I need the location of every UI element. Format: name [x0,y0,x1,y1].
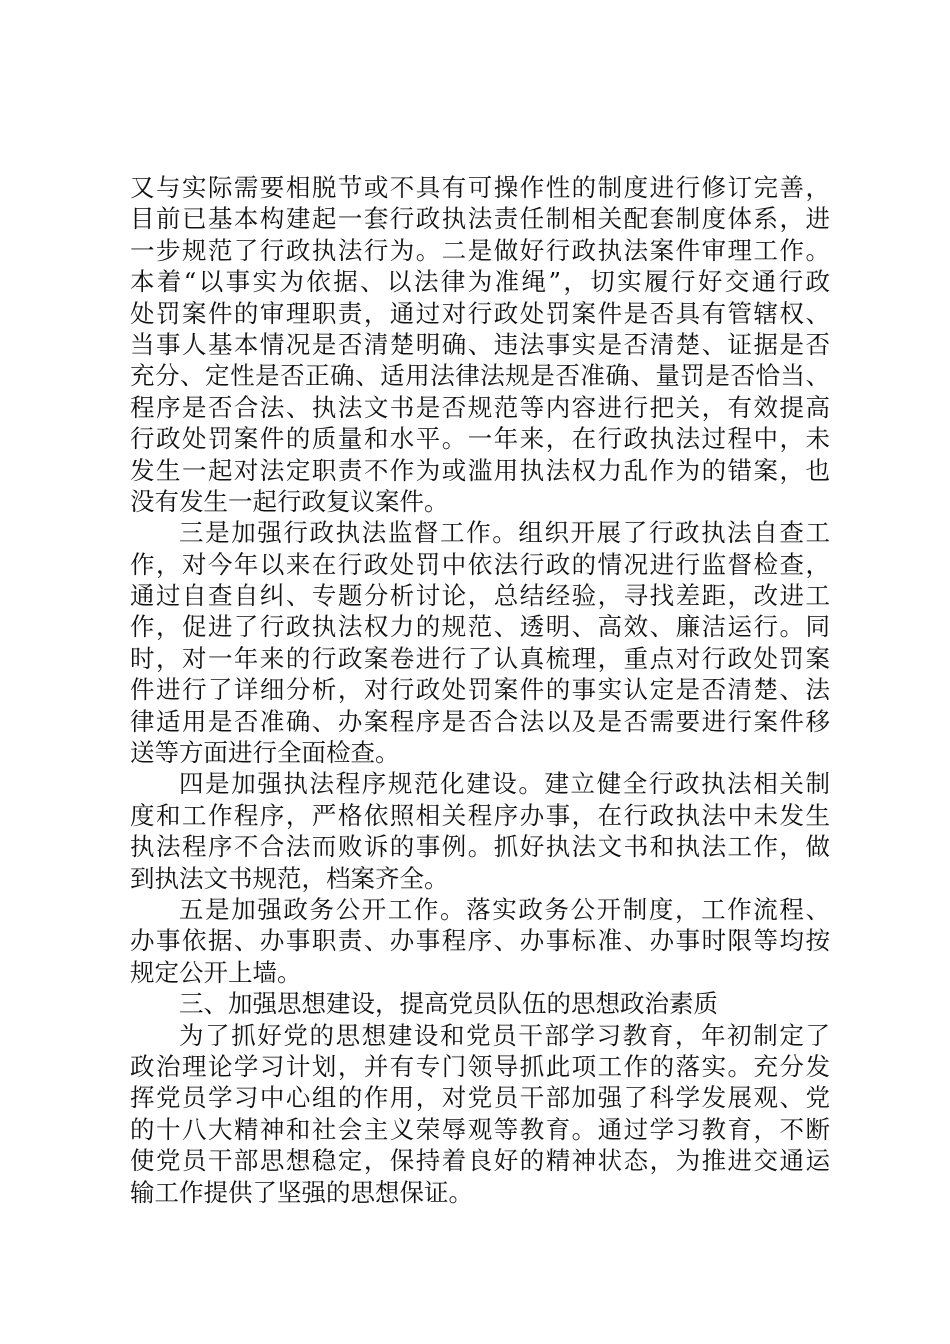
text-line: 通过自查自纠、专题分析讨论，总结经验，寻找差距，改进工 [130,581,830,611]
text-line: 本着“以事实为依据、以法律为准绳”，切实履行好交通行政 [130,267,830,297]
paragraph-start: 四是加强执法程序规范化建设。建立健全行政执法相关制 [179,769,830,799]
text-line: 律适用是否准确、办案程序是否合法以及是否需要进行案件移 [130,706,830,736]
text-line: 办事依据、办事职责、办事程序、办事标准、办事时限等均按 [130,926,830,956]
paragraph-start: 三是加强行政执法监督工作。组织开展了行政执法自查工 [179,518,830,548]
section-heading: 三、加强思想建设，提高党员队伍的思想政治素质 [179,989,718,1019]
text-line: 行政处罚案件的质量和水平。一年来，在行政执法过程中，未 [130,424,830,454]
text-line: 作，促进了行政执法权力的规范、透明、高效、廉洁运行。同 [130,612,830,642]
text-line: 的十八大精神和社会主义荣辱观等教育。通过学习教育，不断 [130,1114,830,1144]
text-line: 发生一起对法定职责不作为或滥用执法权力乱作为的错案，也 [130,455,830,485]
paragraph-start: 五是加强政务公开工作。落实政务公开制度，工作流程、 [179,894,830,924]
text-line: 又与实际需要相脱节或不具有可操作性的制度进行修订完善， [130,173,830,202]
text-line: 目前已基本构建起一套行政执法责任制相关配套制度体系，进 [130,204,830,234]
text-line: 度和工作程序，严格依照相关程序办事，在行政执法中未发生 [130,800,830,830]
text-line: 件进行了详细分析，对行政处罚案件的事实认定是否清楚、法 [130,675,830,705]
text-line: 程序是否合法、执法文书是否规范等内容进行把关，有效提高 [130,392,830,422]
text-line: 没有发生一起行政复议案件。 [130,486,449,516]
text-line: 挥党员学习中心组的作用，对党员干部加强了科学发展观、党 [130,1083,830,1113]
text-line: 当事人基本情况是否清楚明确、违法事实是否清楚、证据是否 [130,329,830,359]
paragraph-start: 为了抓好党的思想建设和党员干部学习教育，年初制定了 [179,1020,830,1050]
text-line: 作，对今年以来在行政处罚中依法行政的情况进行监督检查， [130,549,830,579]
text-line: 一步规范了行政执法行为。二是做好行政执法案件审理工作。 [130,235,830,265]
text-line: 充分、定性是否正确、适用法律法规是否准确、量罚是否恰当、 [130,361,830,391]
body-text [130,172,830,1208]
text-line: 送等方面进行全面检查。 [130,738,400,768]
text-line: 执法程序不合法而败诉的事例。抓好执法文书和执法工作，做 [130,832,830,862]
text-line: 处罚案件的审理职责，通过对行政处罚案件是否具有管辖权、 [130,298,830,328]
text-line: 时，对一年来的行政案卷进行了认真梳理，重点对行政处罚案 [130,643,830,673]
text-line: 政治理论学习计划，并有专门领导抓此项工作的落实。充分发 [130,1051,830,1081]
text-line: 输工作提供了坚强的思想保证。 [130,1177,473,1207]
text-line: 到执法文书规范，档案齐全。 [130,863,449,893]
text-line: 使党员干部思想稳定，保持着良好的精神状态，为推进交通运 [130,1146,830,1176]
text-line: 规定公开上墙。 [130,957,302,987]
